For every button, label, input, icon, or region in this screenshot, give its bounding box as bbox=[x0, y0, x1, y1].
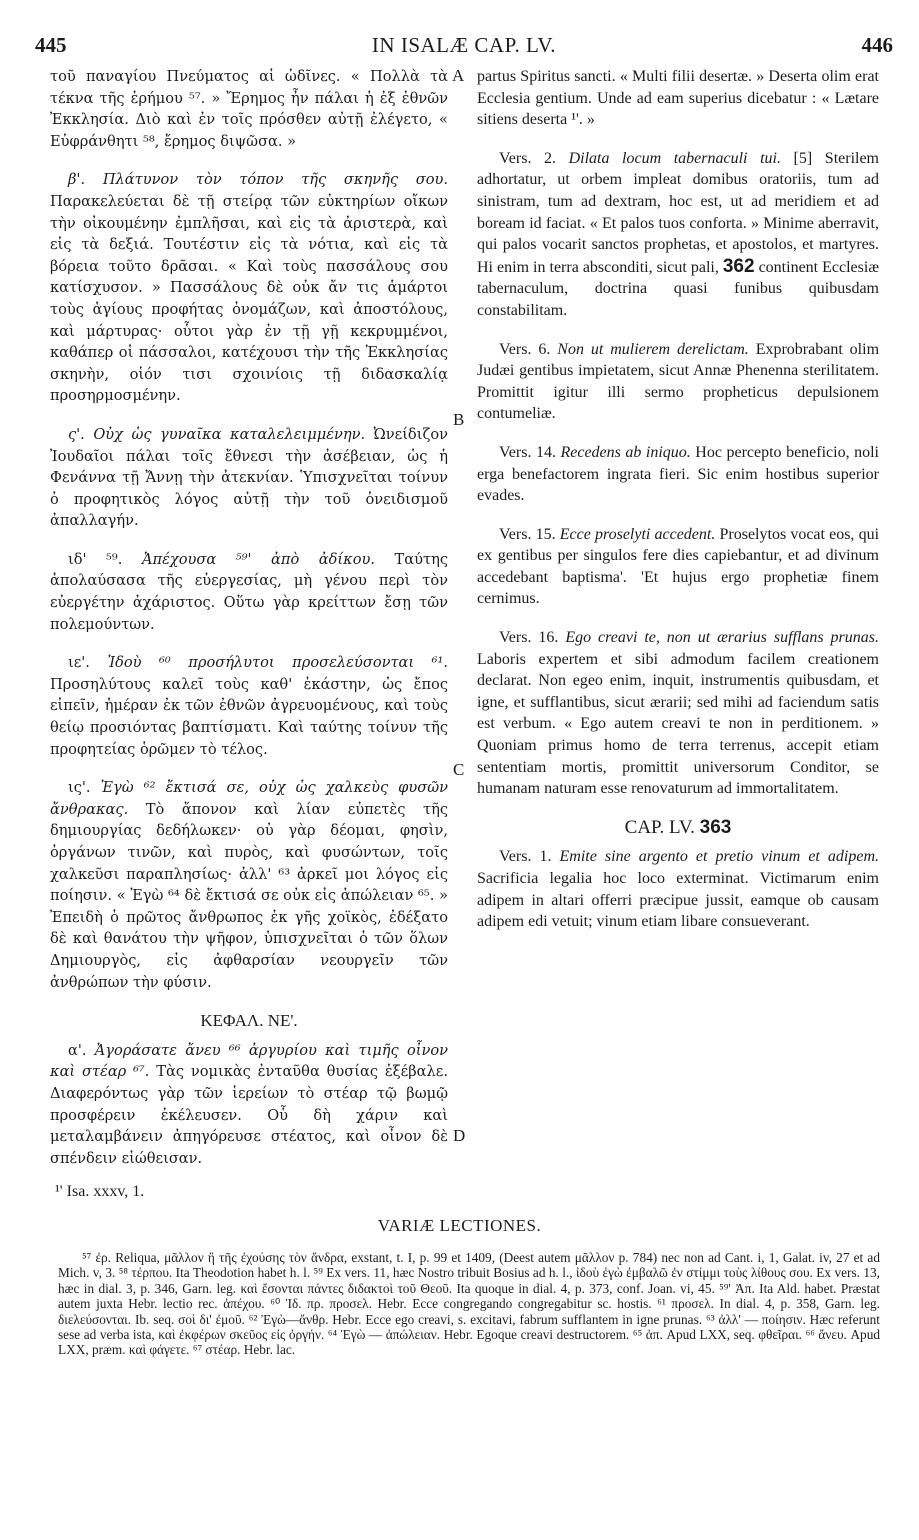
greek-para-3 bbox=[50, 424, 448, 532]
greek-lemma-7: Ἀγοράσατε ἄνευ ⁶⁶ ἀργυρίου καὶ τιμῆς οἶνον καὶ στέαρ ⁶⁷. bbox=[50, 1041, 448, 1081]
greek-text-5: Προσηλύτους καλεῖ τοὺς καθ' ἑκάστην, ὡς ἔπος εἰπεῖν, ἡμέραν ἐκ τῶν ἐθνῶν ἀγρευομένους, καὶ τοὺς θείῳ προσιόντας βαπτίσματι. Καὶ ταύτης τοίνυν τῆς προφητείας ὁρῶμεν τὸ τέλος. bbox=[50, 675, 448, 758]
greek-lemma-6: Ἐγὼ ⁶² ἔκτισά σε, οὐχ ὡς χαλκεὺς φυσῶν ἄνθρακας. bbox=[50, 779, 449, 818]
greek-para-4 bbox=[50, 549, 448, 635]
latin-lemma-6: Ego creavi te, non ut ærarius sufflans prunas. bbox=[565, 629, 880, 647]
latin-text-6: Laboris expertem et sibi admodum facilem creationem declarat. Non egeo enim, inquit, instrumentis quibusdam, et igne, et sufflantibus, sicut ærarii; sed mihi ad faciendum satis est verbum. « Ego autem creavi te non in perditionem. » Quoniam primus homo de terra terrenus, accepit etiam sententiam mortis, promittit universorum Conditor, se humanam naturam esse renovaturum ad immortalitatem. bbox=[477, 650, 879, 798]
latin-text-5: Proselytos vocat eos, qui ex gentibus per singulos fere dies capiebantur, et ad divinum accedebant baptisma'. 'Et hujus ergo prophetiæ finem cernimus. bbox=[477, 525, 880, 608]
latin-para-5 bbox=[477, 524, 879, 610]
greek-lemma-2: β'. Πλάτυνον τὸν τόπον τῆς σκηνῆς σου. bbox=[68, 171, 448, 189]
latin-vers-4: Vers. 14. bbox=[499, 443, 561, 461]
greek-text-2: Παρακελεύεται δὲ τῇ στείρᾳ τῶν εὐκτηρίων οἴκων τὴν οἰκουμένην ἐμπλῆσαι, καὶ εἰς τὰ ἀριστερὰ, καὶ εἰς τὰ δεξιά. Τουτέστιν εἰς τὰ νότια, καὶ εἰς τὰ βόρεια τοῦτο δρᾶσαι. « Καὶ τοὺς πασσάλους σου κατίσχυσον. » Πασσάλους δὲ οὐκ ἄν τις ἁμάρτοι τοὺς ἁγίους προφήτας ὀνομάζων, καὶ ἀποστόλους, καὶ μάρτυρας· οὗτοι γὰρ ἐν τῇ γῇ κεκρυμμένοι, καθάπερ οἱ πάσσαλοι, κατέχουσι τὴν τῆς Ἐκκλησίας σκηνὴν, οἱόν τισι σχοινίοις τῇ διδασκαλίᾳ προσηρμοσμένην. bbox=[50, 192, 448, 405]
greek-para-5 bbox=[50, 652, 448, 760]
greek-chapter-heading: ΚΕΦΑΛ. ΝΕ'. bbox=[200, 1011, 298, 1031]
variant-readings-text: ⁵⁷ ἐρ. Reliqua, μᾶλλον ἢ τῆς ἐχούσης τὸν ἄνδρα, exstant, t. I, p. 99 et 1409, (Deest autem μᾶλλον p. 784) nec non ad Cant. i, 1, Galat. iv, 27 et ad Mich. v, 3. ⁵⁸ τέρπου. Ita Theodotion habet h. l. ⁵⁹ Ex vers. 11, hæc Nostro tribuit Bosius ad h. l., ἰδοὺ ἐγὼ ἐμβαλῶ ἐν στίμμι τοὺς λίθους σου. Ex vers. 13, hæc in dial. 3, p. 346, Garn. leg. καὶ ἔσονται πάντες διδακτοὶ τοῦ Θεοῦ. Ita quoque in dial. 4, p. 373, conf. Joan. vi, 45. ⁵⁹' Ἀπ. Ita Ald. habet. Præstat autem juxta Hebr. lectio rec. ἀπέχου. ⁶⁰ Ἰδ. πρ. προσελ. Hebr. Ecce congregando congregabitur sc. hostis. ⁶¹ προσελ. In dial. 4, p. 358, Garn. leg. διελεύσονται. Ib. seq. σοὶ δι' ἐμοῦ. ⁶² Ἐγὼ—ἄνθρ. Hebr. Ecce ego creavi, s. excitavi, fabrum sufflantem in igne prunas. ⁶³ ἀλλ' — ποίησιν. Hæc referunt sese ad verba ista, καὶ ἐκφέρων σκεῦος εἰς ὀργήν. ⁶⁴ Ἐγὼ — ἀπώλειαν. Hebr. Egoque creavi destructorem. ⁶⁵ ἀπ. Apud LXX, seq. φθεῖραι. ⁶⁶ ἄνευ. Apud LXX, præm. καὶ φάγετε. ⁶⁷ στέαρ. Hebr. lac. bbox=[58, 1250, 880, 1358]
greek-num-5: ιε'. bbox=[68, 654, 108, 672]
margin-letter-c: C bbox=[453, 760, 465, 779]
latin-text-3: Exprobrabant olim Judæi gentibus impietatem, sicut Annæ Phenenna sterilitatem. Promittit igitur illi sermo propheticus depulsionem contumeliæ. bbox=[477, 340, 880, 423]
latin-text-2b: continent Ecclesiæ tabernaculum, doctrina quasi funibus quibusdam constabilitam. bbox=[477, 258, 880, 319]
latin-para-1: partus Spiritus sancti. « Multi filii desertæ. » Deserta olim erat Ecclesia gentium. Unde ad eam superius dicebatur : « Lætare sitiens deserta ¹'. » bbox=[477, 68, 879, 129]
greek-para-2 bbox=[50, 169, 448, 407]
greek-text-4: Ταύτης ἀπολαύσασα τῆς εὐεργεσίας, μὴ γένου περὶ τὸν εὐεργέτην ἀχάριστος. Οὕτω γὰρ κρείττων ἔσῃ τῶν πολεμούντων. bbox=[50, 550, 449, 633]
greek-para-6 bbox=[50, 777, 448, 993]
latin-para-6 bbox=[477, 627, 879, 800]
greek-column bbox=[50, 66, 448, 1186]
page-number-left: 445 bbox=[35, 33, 67, 57]
column-number-362: 362 bbox=[722, 255, 755, 277]
latin-vers-2: Vers. 2. bbox=[499, 149, 569, 167]
greek-text-7: Τὰς νομικὰς ἐνταῦθα θυσίας ἐξέβαλε. Διαφερόντως γὰρ τῶν ἱερείων τὸ στέαρ τῷ βωμῷ προσφέρειν ἐκέλευσεν. Οὗ δὴ χάριν καὶ μεταλαμβάνειν ἀπηγόρευσε στέατος, καὶ οἶνον δὲ σπένδειν εἰώθεισαν. bbox=[50, 1063, 448, 1167]
latin-lemma-5: Ecce proselyti accedent. bbox=[559, 525, 716, 543]
latin-chapter-heading bbox=[477, 817, 879, 839]
latin-para-4 bbox=[477, 442, 879, 507]
margin-letter-d: D bbox=[453, 1126, 466, 1145]
latin-lemma-7: Emite sine argento et pretio vinum et adipem. bbox=[559, 848, 880, 866]
latin-lemma-3: Non ut mulierem derelictam. bbox=[557, 340, 749, 358]
latin-chapter-title: CAP. LV. bbox=[624, 816, 695, 838]
latin-column bbox=[477, 66, 879, 950]
latin-vers-7: Vers. 1. bbox=[499, 848, 560, 866]
variant-readings bbox=[58, 1250, 880, 1358]
latin-vers-3: Vers. 6. bbox=[499, 340, 558, 358]
scripture-footnote: ¹' Isa. xxxv, 1. bbox=[55, 1183, 145, 1200]
latin-para-3 bbox=[477, 339, 879, 425]
margin-letter-a: A bbox=[452, 66, 465, 85]
latin-text-4: Hoc percepto beneficio, noli erga benefactorem ingrata fieri. Sic enim hostibus superior evades. bbox=[477, 443, 879, 505]
latin-text-7: Sacrificia legalia hoc loco exterminat. Victimarum enim adipem in altari offerri præcipue jussit, eamque ob causam adipem edi vetuit; vinum etiam libare consueverant. bbox=[477, 870, 879, 931]
greek-lemma-5: Ἰδοὺ ⁶⁰ προσήλυτοι προσελεύσονται ⁶¹. bbox=[107, 654, 449, 672]
margin-letter-b: B bbox=[453, 410, 465, 429]
greek-num-4: ιδ' ⁵⁹. bbox=[68, 550, 142, 568]
page-header bbox=[35, 33, 893, 59]
greek-para-1: τοῦ παναγίου Πνεύματος αἱ ὠδῖνες. « Πολλὰ τὰ τέκνα τῆς ἐρήμου ⁵⁷. » Ἔρημος ἦν πάλαι ἡ ἐξ ἐθνῶν Ἐκκλησία. Διὸ καὶ ἐν τοῖς πρόσθεν αὐτῇ ἐλέγετο, « Εὐφράνθητι ⁵⁸, ἔρημος διψῶσα. » bbox=[50, 68, 448, 150]
greek-text-3: Ὠνείδιζον Ἰουδαῖοι πάλαι τοῖς ἔθνεσι τὴν ἀσέβειαν, ὡς ἡ Φενάννα τῇ Ἄννῃ τὴν ἀτεκνίαν. Ὑπισχνεῖται τοίνυν ὁ προφητικὸς λόγος αὐτῇ τὴν τοῦ ὀνειδισμοῦ ἀπαλλαγήν. bbox=[50, 425, 449, 530]
running-title: IN ISALÆ CAP. LV. bbox=[371, 33, 557, 57]
column-number-363: 363 bbox=[699, 816, 732, 838]
latin-vers-6: Vers. 16. bbox=[499, 629, 566, 647]
greek-num-7: α'. bbox=[68, 1041, 95, 1059]
variants-heading: VARIÆ LECTIONES. bbox=[377, 1216, 542, 1235]
greek-para-7 bbox=[50, 1040, 448, 1170]
latin-para-7 bbox=[477, 846, 879, 932]
latin-lemma-2: Dilata locum tabernaculi tui. bbox=[568, 149, 781, 167]
greek-lemma-4: Ἀπέχουσα ⁵⁹' ἀπὸ ἀδίκου. bbox=[141, 550, 376, 568]
latin-text-2a: [5] Sterilem adhortatur, ut orbem impleat domibus oratoriis, tum ad sinistram, tum ad dextram, hoc est, ut ad meridiem et ad boream id faciat. « Et palos tuos conforta. » Minime aberravit, qui palos vocarit sanctos prophetas, et apostolos, et martyres. Hi enim in terra absconditi, sicut pali, bbox=[477, 149, 880, 276]
greek-text-6: Τὸ ἄπονον καὶ λίαν εὐπετὲς τῆς δημιουργίας δεδήλωκεν· οὐ γὰρ δέομαι, φησὶν, ὀργάνων τινῶν, καὶ πυρὸς, καὶ φυσώντων, τοῖς χαλκεῦσι παραπλησίως· ἀλλ' ⁶³ ἀρκεῖ μοι λόγος εἰς ποίησιν. « Ἐγὼ ⁶⁴ δὲ ἔκτισά σε οὐκ εἰς ἀπώλειαν ⁶⁵. » Ἐπειδὴ ὁ πρῶτος ἄνθρωπος ἐκ γῆς χοϊκὸς, ἐδέξατο δὲ καὶ θανάτου τὴν ψῆφον, ὑπισχνεῖται ὁ τῶν ὅλων Δημιουργὸς, εἰς ἀφθαρσίαν νεουργεῖν τῶν ἀνθρώπων τὴν φύσιν. bbox=[50, 800, 448, 991]
page-number-right: 446 bbox=[861, 33, 893, 57]
latin-vers-5: Vers. 15. bbox=[499, 525, 560, 543]
latin-para-2 bbox=[477, 148, 879, 322]
latin-lemma-4: Recedens ab iniquo. bbox=[560, 443, 691, 461]
greek-lemma-3: ς'. Οὐχ ὡς γυναῖκα καταλελειμμένην. bbox=[68, 425, 366, 443]
greek-num-6: ις'. bbox=[68, 779, 101, 797]
